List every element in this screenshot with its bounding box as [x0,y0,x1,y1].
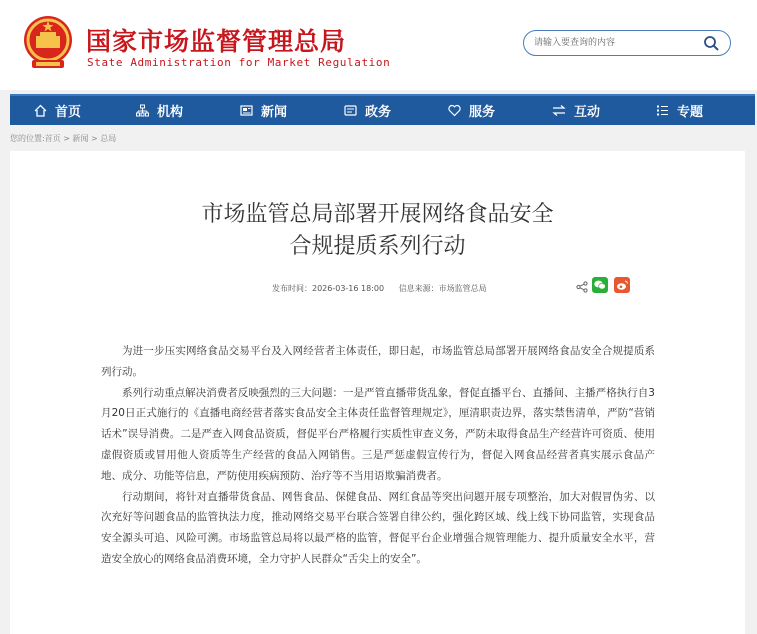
org-chart-icon [136,104,149,117]
nav-item-label: 新闻 [261,105,288,120]
nav-item-news[interactable] [240,96,287,125]
nav-item-service[interactable] [448,96,495,125]
breadcrumb[interactable]: 您的位置:首页 > 新闻 > 总局 [10,134,117,143]
nav-item-label: 服务 [469,105,496,120]
nav-item-topics[interactable] [656,96,703,125]
heart-icon [448,104,461,117]
article-title-line: 合规提质系列行动 [289,234,466,259]
nav-item-label: 首页 [55,105,82,120]
article-paragraph: 行动期间，将针对直播带货食品、网售食品、保健食品、网红食品等突出问题开展专项整治，加大对假冒伪劣、以次充好等问题食品的监管执法力度，推动网络交易平台联合签署自律公约，强化跨区域、线上线下协同监管，实现食品安全源头可追、风险可溯。市场监管总局将以最严格的监管，督促平台企业增强合规管理能力、提升质量安全水平，营造安全放心的网络食品消费环境，全力守护人民群众“舌尖上的安全”。 [101,490,655,565]
search-box [523,30,731,56]
site-title[interactable]: 国家市场监督管理总局 [86,27,347,56]
nav-item-gov[interactable] [344,96,391,125]
document-icon [344,104,357,117]
site-header [0,0,757,90]
site-subtitle[interactable]: State Administration for Market Regulation [87,56,391,69]
search-icon[interactable] [703,35,720,52]
home-icon [34,104,47,117]
news-icon [240,104,253,117]
article-paragraph: 系列行动重点解决消费者反映强烈的三大问题：一是严管直播带货乱象，督促直播平台、直播间、主播严格执行自3月20日正式施行的《直播电商经营者落实食品安全主体责任监督管理规定》，厘清职责边界，落实禁售清单，严防“营销话术”误导消费。二是严查入网食品资质，督促平台严格履行实质性审查义务，严防未取得食品生产经营许可资质、使用虚假资质或冒用他人资质等生产经营的食品入网销售。三是严惩虚假宣传行为，督促入网食品经营者真实展示食品产地、成分、功能等信息，严防使用疾病预防、治疗等不当用语欺骗消费者。 [101,386,655,482]
wechat-share-icon[interactable] [592,277,608,293]
share-icon[interactable] [576,281,588,293]
publish-time: 发布时间：2026-03-16 18:00 [272,284,385,293]
nav-item-interact[interactable] [552,96,600,125]
nav-item-label: 互动 [574,105,601,120]
nav-item-org[interactable] [136,96,183,125]
article-meta [272,283,487,294]
article-title-line: 市场监管总局部署开展网络食品安全 [201,202,554,227]
exchange-icon [552,104,566,117]
search-input[interactable] [534,35,694,51]
article-body [101,341,655,570]
weibo-share-icon[interactable] [614,277,630,293]
article-paragraph: 为进一步压实网络食品交易平台及入网经营者主体责任，即日起，市场监管总局部署开展网络食品安全合规提质系列行动。 [101,345,655,378]
nav-item-label: 机构 [157,105,184,120]
nav-item-label: 政务 [365,105,392,120]
national-emblem-icon[interactable] [22,14,74,72]
nav-item-label: 专题 [677,105,704,120]
article-title [10,199,745,263]
list-icon [656,104,669,117]
article-source: 信息来源：市场监管总局 [398,284,487,293]
article-card [10,151,745,634]
nav-item-home[interactable] [34,96,81,125]
main-nav [10,94,755,125]
